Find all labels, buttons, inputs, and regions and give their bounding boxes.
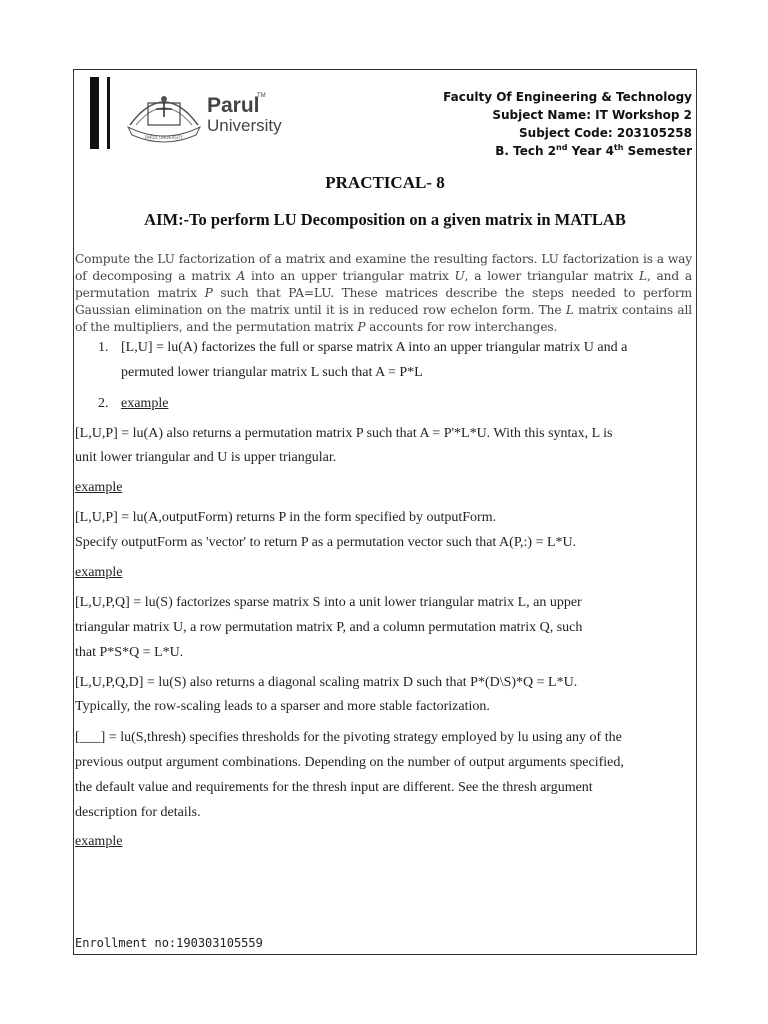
syntax-lupq-line1: [L,U,P,Q] = lu(S) factorizes sparse matrix S into a unit lower triangular matrix L, an upper	[75, 595, 582, 610]
syntax-lup-line2: unit lower triangular and U is upper triangular.	[75, 450, 337, 465]
aim-heading: AIM:-To perform LU Decomposition on a given matrix in MATLAB	[144, 210, 626, 229]
subject-name: Subject Name: IT Workshop 2	[492, 108, 692, 122]
list-item-1-line2: permuted lower triangular matrix L such that A = P*L	[121, 365, 423, 380]
example-link[interactable]: example	[75, 480, 123, 495]
list-item-1-line1: [L,U] = lu(A) factorizes the full or sparse matrix A into an upper triangular matrix U and a	[121, 340, 628, 355]
list-number-2: 2.	[98, 396, 109, 411]
syntax-outputform-line1: [L,U,P] = lu(A,outputForm) returns P in the form specified by outputForm.	[75, 510, 497, 525]
syntax-lupqd-line2: Typically, the row-scaling leads to a sparser and more stable factorization.	[75, 699, 490, 714]
example-link[interactable]: example	[75, 834, 123, 849]
list-number-1: 1.	[98, 340, 109, 355]
subject-code: Subject Code: 203105258	[519, 126, 692, 140]
intro-paragraph: Compute the LU factorization of a matrix and examine the resulting factors. LU factorization is a way of decomposing a matrix A into an upper triangular matrix U, a lower triangular matrix L, and a permutation matrix P such that PA=LU. These matrices describe the steps needed to perform Gaussian elimination on the matrix until it is in reduced row echelon form. The L matrix contains all of the multipliers, and the permutation matrix P accounts for row interchanges.	[75, 252, 693, 334]
header-info	[443, 88, 692, 160]
enrollment-number: Enrollment no:190303105559	[75, 936, 263, 950]
example-link[interactable]: example	[121, 396, 169, 411]
syntax-lupq-line3: that P*S*Q = L*U.	[75, 645, 184, 660]
svg-text:PARUL UNIVERSITY: PARUL UNIVERSITY	[145, 135, 183, 140]
university-logo-text: Parul University TM	[207, 93, 282, 135]
faculty-label: Faculty Of Engineering & Technology	[443, 90, 692, 104]
syntax-thresh-line3: the default value and requirements for the thresh input are different. See the thresh argument	[75, 780, 593, 795]
syntax-lupq-line2: triangular matrix U, a row permutation matrix P, and a column permutation matrix Q, such	[75, 620, 583, 635]
syntax-lupqd-line1: [L,U,P,Q,D] = lu(S) also returns a diagonal scaling matrix D such that P*(D\S)*Q = L*U.	[75, 675, 578, 690]
syntax-thresh-line4: description for details.	[75, 805, 201, 820]
syntax-thresh-line1: [___] = lu(S,thresh) specifies thresholds for the pivoting strategy employed by lu using any of the	[75, 730, 622, 745]
syntax-thresh-line2: previous output argument combinations. Depending on the number of output arguments specified,	[75, 755, 624, 770]
practical-title: PRACTICAL- 8	[325, 173, 445, 192]
syntax-outputform-line2: Specify outputForm as 'vector' to return P as a permutation vector such that A(P,:) = L*U.	[75, 535, 577, 550]
example-link[interactable]: example	[75, 565, 123, 580]
syntax-lup-line1: [L,U,P] = lu(A) also returns a permutation matrix P such that A = P'*L*U. With this syntax, L is	[75, 426, 613, 441]
university-emblem-icon	[126, 89, 202, 145]
semester-label: B. Tech 2nd Year 4th Semester	[495, 143, 692, 158]
